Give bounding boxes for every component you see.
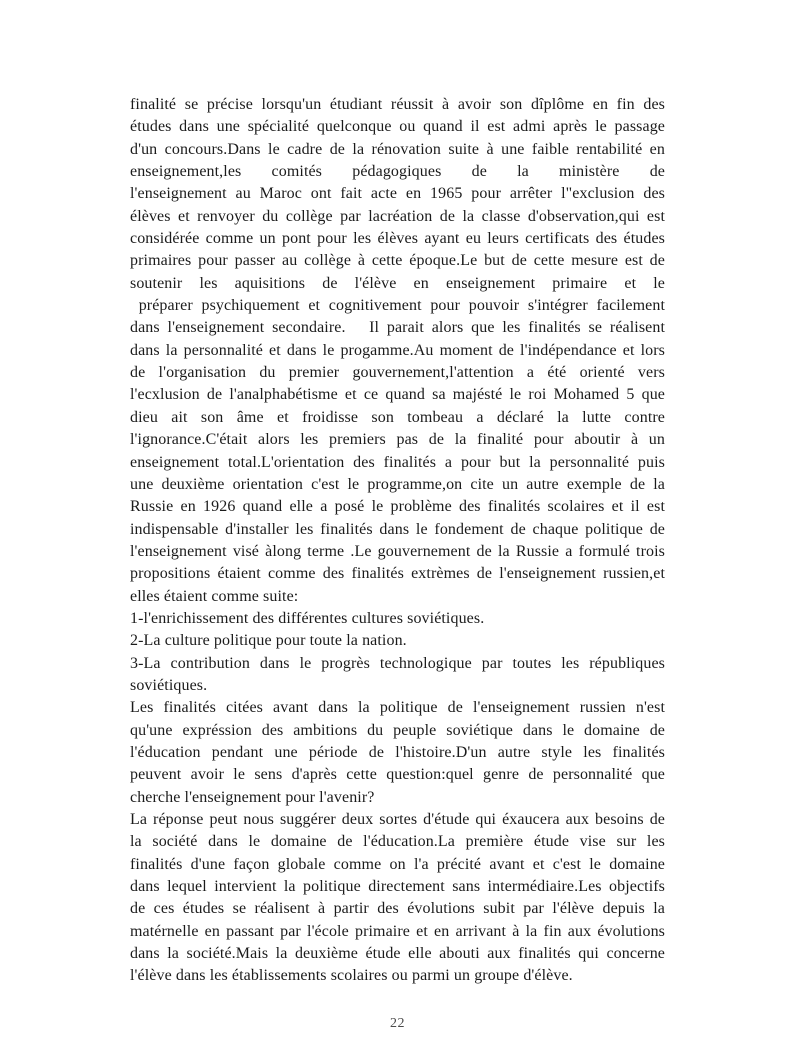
text-line: dans lequel intervient la politique directement sans intermédiaire.Les objectifs (130, 878, 665, 896)
text-line: dans la personnalité et dans le progamme.Au moment de l'indépendance et lors (130, 341, 665, 359)
text-line: de l'organisation du premier gouvernement,l'attention a été orienté vers (130, 364, 665, 382)
text-line: elles étaient comme suite: (130, 587, 299, 605)
text-line: l'enseignement au Maroc ont fait acte en 1965 pour arrêter l"exclusion des (130, 185, 665, 203)
text-line: enseignement,les comités pédagogiques de la ministère de (130, 163, 665, 181)
text-line: d'un concours.Dans le cadre de la rénovation suite à une faible rentabilité en (130, 140, 665, 158)
text-line: 2-La culture politique pour toute la nation. (130, 632, 407, 650)
text-line: indispensable d'installer les finalités dans le fondement de chaque politique de (130, 520, 665, 538)
text-line: cherche l'enseignement pour l'avenir? (130, 788, 375, 806)
text-line: une deuxième orientation c'est le programme,on cite un autre exemple de la (130, 475, 665, 493)
text-line: dans l'enseignement secondaire. Il parait alors que les finalités se réalisent (130, 319, 665, 337)
text-line: dieu ait son âme et froidisse son tombeau a déclaré la lutte contre (130, 408, 665, 426)
text-line: matérnelle en passant par l'école primaire et en arrivant à la fin aux évolutions (130, 922, 665, 940)
text-line: finalités d'une façon globale comme on l'a précité avant et c'est le domaine (130, 855, 665, 873)
text-line: Les finalités citées avant dans la politique de l'enseignement russien n'est (130, 699, 665, 717)
text-line: propositions étaient comme des finalités extrèmes de l'enseignement russien,et (130, 565, 665, 583)
text-line: l'enseignement visé àlong terme .Le gouvernement de la Russie a formulé trois (130, 542, 665, 560)
text-line: peuvent avoir le sens d'après cette question:quel genre de personnalité que (130, 766, 665, 784)
text-line: études dans une spécialité quelconque ou quand il est admi après le passage (130, 118, 665, 136)
text-line: élèves et renvoyer du collège par lacréation de la classe d'observation,qui est (130, 207, 665, 225)
text-line: préparer psychiquement et cognitivement pour pouvoir s'intégrer facilement (130, 297, 665, 315)
text-line: primaires pour passer au collège à cette époque.Le but de cette mesure est de (130, 252, 665, 270)
text-line: soutenir les aquisitions de l'élève en enseignement primaire et le (130, 274, 665, 292)
text-line: l'ignorance.C'était alors les premiers pas de la finalité pour aboutir à un (130, 431, 665, 449)
text-line: finalité se précise lorsqu'un étudiant réussit à avoir son dîplôme en fin des (130, 96, 665, 113)
page-number: 22 (390, 1016, 405, 1031)
text-block (130, 94, 665, 988)
text-line: enseignement total.L'orientation des finalités a pour but la personnalité puis (130, 453, 665, 471)
text-line: 1-l'enrichissement des différentes cultures soviétiques. (130, 609, 485, 627)
text-line: La réponse peut nous suggérer deux sortes d'étude qui éxaucera aux besoins de (130, 811, 665, 828)
text-line: qu'une expréssion des ambitions du peuple soviétique dans le domaine de (130, 721, 665, 739)
text-line: dans la société.Mais la deuxième étude elle abouti aux finalités qui concerne (130, 945, 665, 963)
text-line: 3-La contribution dans le progrès technologique par toutes les républiques (130, 654, 665, 672)
text-line: l'ecxlusion de l'analphabétisme et ce quand sa majésté le roi Mohamed 5 que (130, 386, 665, 404)
text-line: considérée comme un pont pour les élèves ayant eu leurs certificats des études (130, 230, 665, 248)
text-line: Russie en 1926 quand elle a posé le problème des finalités scolaires et il est (130, 498, 665, 516)
text-line: l'élève dans les établissements scolaires ou parmi un groupe d'élève. (130, 967, 573, 985)
text-line: la société dans le domaine de l'éducation.La première étude vise sur les (130, 833, 665, 851)
text-line: soviétiques. (130, 676, 208, 694)
text-line: de ces études se réalisent à partir des évolutions subit par l'élève depuis la (130, 900, 665, 918)
text-line: l'éducation pendant une période de l'histoire.D'un autre style les finalités (130, 743, 665, 761)
